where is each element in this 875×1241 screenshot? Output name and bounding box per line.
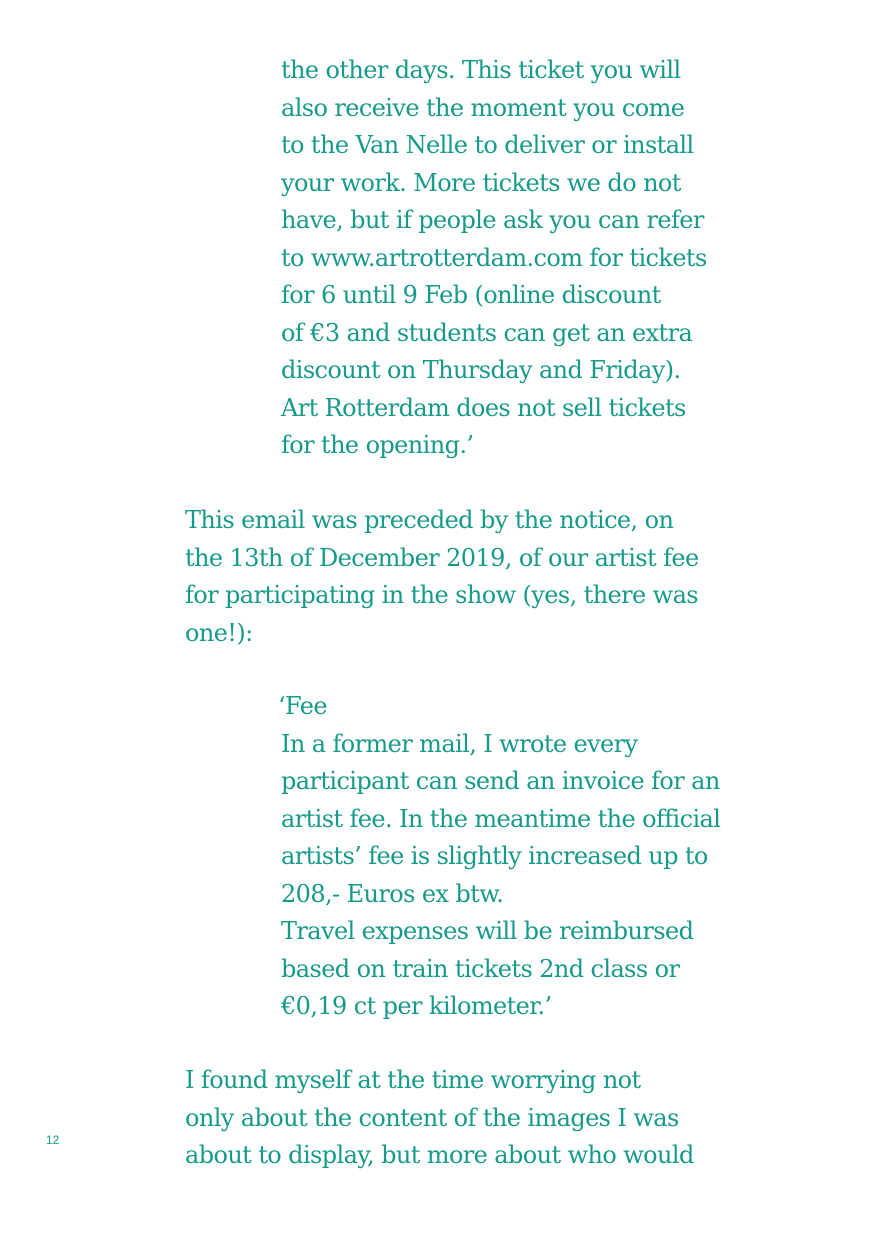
text-line: also receive the moment you come	[281, 93, 685, 122]
text-line: Art Rotterdam does not sell tickets	[281, 393, 686, 422]
text-line: €0,19 ct per kilometer.’	[281, 992, 552, 1020]
text-line: discount on Thursday and Friday).	[281, 356, 681, 384]
text-line: for 6 until 9 Feb (online discount	[281, 281, 661, 309]
text-line: In a former mail, I wrote every	[281, 729, 638, 758]
text-line: your work. More tickets we do not	[281, 168, 681, 197]
text-line: the other days. This ticket you will	[281, 56, 681, 84]
text-line: artist fee. In the meantime the official	[281, 804, 721, 833]
text-line: of €3 and students can get an extra	[281, 318, 693, 347]
page-number: 12	[46, 1133, 60, 1147]
text-line: 208,- Euros ex btw.	[281, 879, 504, 908]
body-paragraph	[185, 1062, 694, 1175]
quoted-email-continuation	[281, 52, 707, 465]
text-line: I found myself at the time worrying not	[185, 1066, 641, 1094]
text-line: to www.artrotterdam.com for tickets	[281, 243, 707, 272]
quoted-fee-notice	[278, 688, 720, 1026]
text-line: participant can send an invoice for an	[281, 767, 720, 795]
text-line: Travel expenses will be reimbursed	[281, 917, 694, 945]
text-line: This email was preceded by the notice, on	[185, 506, 674, 534]
text-line: only about the content of the images I was	[185, 1103, 679, 1132]
text-line: for the opening.’	[281, 431, 474, 459]
text-line: for participating in the show (yes, there was	[185, 581, 699, 609]
text-line: about to display, but more about who would	[185, 1141, 694, 1169]
body-paragraph	[185, 502, 699, 652]
text-line: the 13th of December 2019, of our artist fee	[185, 543, 699, 572]
text-line: based on train tickets 2nd class or	[281, 954, 680, 983]
text-line: one!):	[185, 618, 253, 647]
text-line: have, but if people ask you can refer	[281, 206, 704, 234]
text-line: artists’ fee is slightly increased up to	[281, 842, 708, 870]
quote-heading: ‘Fee	[278, 692, 327, 720]
text-line: to the Van Nelle to deliver or install	[281, 131, 694, 159]
